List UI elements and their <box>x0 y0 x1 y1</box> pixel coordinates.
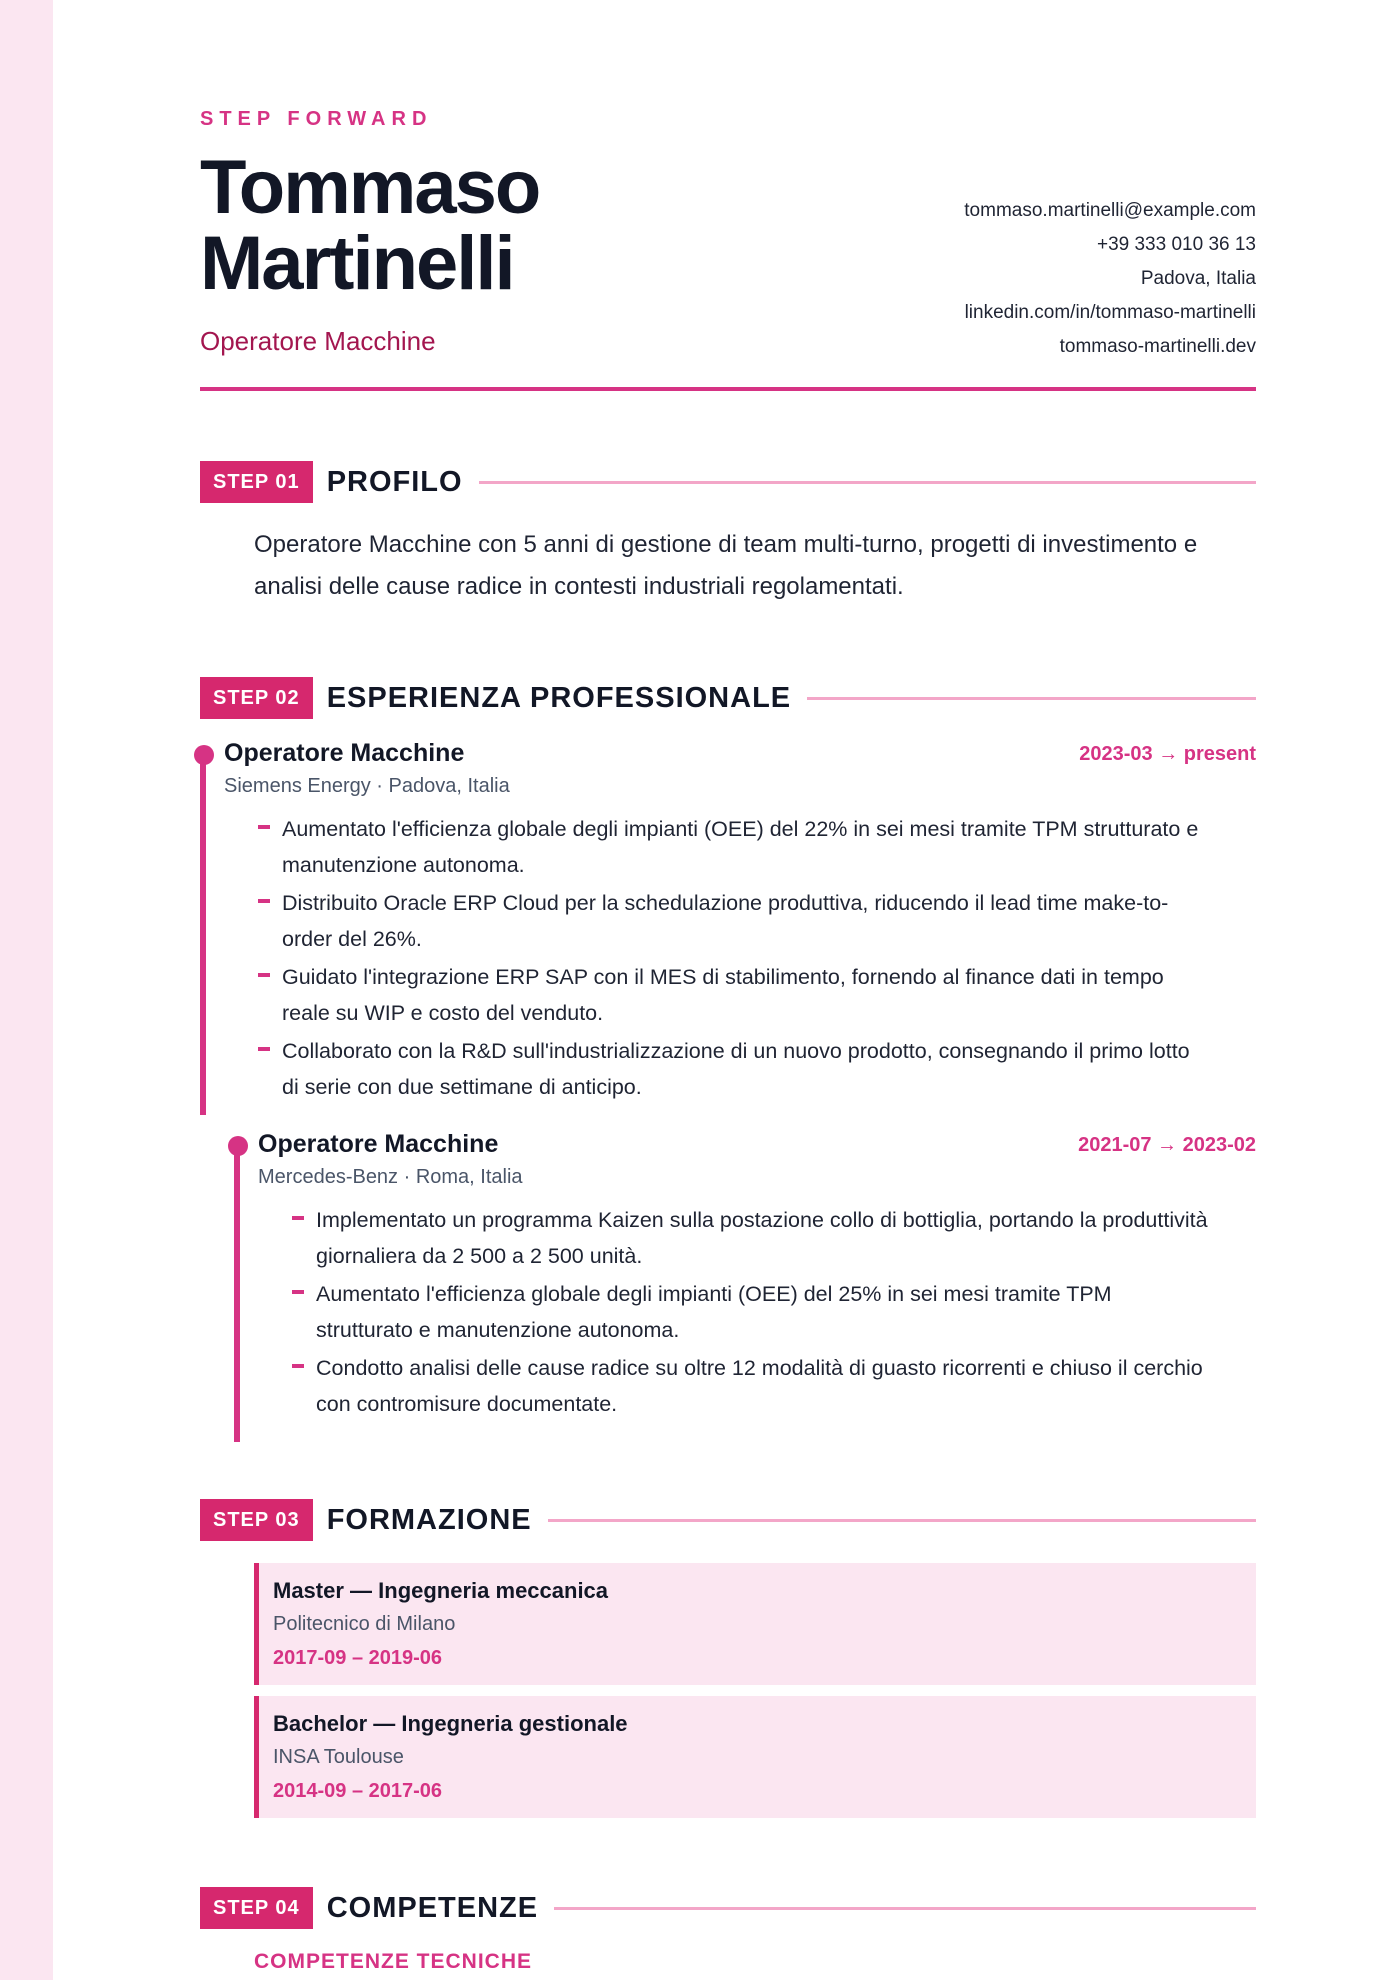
contact-email[interactable]: tommaso.martinelli@example.com <box>964 200 1256 221</box>
section-experience-header <box>200 676 1256 720</box>
section-profile-header <box>200 460 1256 504</box>
job-company: Mercedes-Benz · Roma, Italia <box>258 1166 523 1188</box>
timeline-dot <box>194 745 214 765</box>
list-item: Guidato l'integrazione ERP SAP con il MES di stabilimento, fornendo al finance dati in tempo reale su WIP e costo del venduto. <box>258 959 1208 1031</box>
job-title: Operatore Macchine <box>258 1130 499 1158</box>
step-badge: STEP 02 <box>200 677 313 719</box>
school-name: INSA Toulouse <box>273 1746 404 1768</box>
job-title: Operatore Macchine <box>224 739 465 767</box>
education-dates: 2017-09 – 2019-06 <box>273 1647 443 1669</box>
school-name: Politecnico di Milano <box>273 1613 456 1635</box>
section-rule <box>554 1907 1256 1910</box>
step-badge: STEP 03 <box>200 1499 313 1541</box>
contact-block <box>964 194 1256 364</box>
candidate-role: Operatore Macchine <box>200 326 436 356</box>
job-entry <box>200 739 1256 1115</box>
timeline-bar <box>234 1146 240 1442</box>
profile-summary: Operatore Macchine con 5 anni di gestione di team multi-turno, progetti di investimento e analisi delle cause radice in contesti industriali regolamentati. <box>254 531 1198 600</box>
degree-title: Master — Ingegneria meccanica <box>273 1578 609 1603</box>
first-name: Tommaso <box>200 145 540 230</box>
section-rule <box>807 697 1256 700</box>
timeline-dot <box>228 1136 248 1156</box>
step-badge: STEP 01 <box>200 461 313 503</box>
section-rule <box>479 481 1256 484</box>
list-item: Aumentato l'efficienza globale degli impianti (OEE) del 25% in sei mesi tramite TPM strutturato e manutenzione autonoma. <box>292 1276 1212 1348</box>
last-name: Martinelli <box>200 221 514 306</box>
education-dates: 2014-09 – 2017-06 <box>273 1780 443 1802</box>
step-badge: STEP 04 <box>200 1887 313 1929</box>
candidate-name <box>200 145 540 306</box>
side-accent-strip <box>0 0 53 1980</box>
section-title: COMPETENZE <box>326 1891 539 1924</box>
list-item: Collaborato con la R&D sull'industrializzazione di un nuovo prodotto, consegnando il primo lotto di serie con due settimane di anticipo. <box>258 1033 1208 1105</box>
header-divider <box>200 387 1256 391</box>
section-title: PROFILO <box>326 465 463 498</box>
job-dates: 2021-07 → 2023-02 <box>1078 1134 1256 1156</box>
job-entry <box>234 1130 1256 1436</box>
contact-location: Padova, Italia <box>1140 268 1256 289</box>
section-title: FORMAZIONE <box>326 1503 532 1536</box>
contact-website[interactable]: tommaso-martinelli.dev <box>1059 336 1256 357</box>
list-item: Implementato un programma Kaizen sulla postazione collo di bottiglia, portando la produttività giornaliera da 2 500 a 2 500 unità. <box>292 1202 1212 1274</box>
section-education-header <box>200 1498 1256 1542</box>
resume-page <box>200 0 1256 1980</box>
job-company: Siemens Energy · Padova, Italia <box>224 775 510 797</box>
section-rule <box>548 1519 1256 1522</box>
list-item: Condotto analisi delle cause radice su oltre 12 modalità di guasto ricorrenti e chiuso il cerchio con contromisure documentate. <box>292 1350 1212 1422</box>
education-card <box>254 1696 1256 1818</box>
list-item: Aumentato l'efficienza globale degli impianti (OEE) del 22% in sei mesi tramite TPM strutturato e manutenzione autonoma. <box>258 811 1208 883</box>
list-item: Distribuito Oracle ERP Cloud per la schedulazione produttiva, riducendo il lead time make-to-order del 26%. <box>258 885 1208 957</box>
section-skills-header <box>200 1886 1256 1930</box>
section-title: ESPERIENZA PROFESSIONALE <box>326 681 792 714</box>
skills-subheading: COMPETENZE TECNICHE <box>254 1950 533 1973</box>
contact-linkedin[interactable]: linkedin.com/in/tommaso-martinelli <box>964 302 1256 323</box>
job-bullets <box>258 811 1208 1107</box>
job-dates: 2023-03 → present <box>1079 743 1256 765</box>
education-card <box>254 1563 1256 1685</box>
job-bullets <box>292 1202 1212 1424</box>
degree-title: Bachelor — Ingegneria gestionale <box>273 1711 628 1736</box>
contact-phone[interactable]: +39 333 010 36 13 <box>1096 234 1256 255</box>
kicker-text: STEP FORWARD <box>200 108 433 130</box>
timeline-bar <box>200 755 206 1115</box>
